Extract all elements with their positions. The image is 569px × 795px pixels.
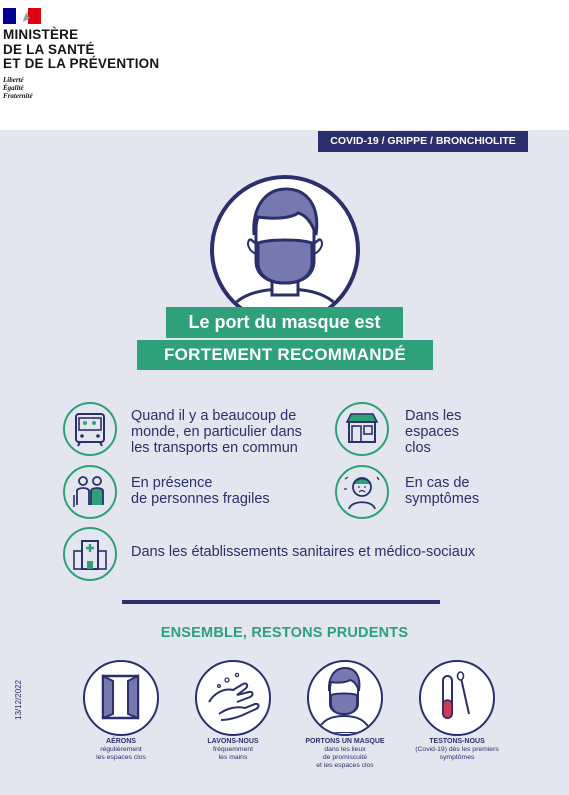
situation-fragile-people-text: En présence de personnes fragiles [131, 475, 270, 507]
marianne-logo-icon [3, 8, 41, 24]
hand-washing-icon [195, 660, 271, 736]
masked-face-icon [307, 660, 383, 736]
headline-line-2: FORTEMENT RECOMMANDÉ [137, 340, 433, 370]
shop-icon [335, 402, 389, 456]
window-icon [83, 660, 159, 736]
sick-person-icon [335, 465, 389, 519]
gesture-test-text: TESTONS-NOUS (Covid-19) dès les premiers symptômes [415, 738, 499, 761]
divider [122, 600, 440, 604]
hospital-icon [63, 527, 117, 581]
gesture-ventilate-text: AÉRONS régulièrement les espaces clos [96, 738, 146, 761]
situation-closed-spaces-text: Dans les espaces clos [405, 408, 462, 456]
header [0, 0, 569, 130]
topic-tag: COVID-19 / GRIPPE / BRONCHIOLITE [318, 131, 528, 152]
gesture-mask-text: PORTONS UN MASQUE dans les lieux de promiscuité et les espaces clos [305, 738, 385, 769]
ministry-name: MINISTÈRE DE LA SANTÉ ET DE LA PRÉVENTION [3, 27, 160, 71]
gesture-handwash-text: LAVONS-NOUS fréquemment les mains [207, 738, 259, 761]
headline-line-1: Le port du masque est [166, 307, 403, 338]
bus-icon [63, 402, 117, 456]
situation-healthcare-text: Dans les établissements sanitaires et médico-sociaux [131, 544, 476, 560]
test-tube-icon [419, 660, 495, 736]
publication-date: 13/12/2022 [14, 679, 23, 720]
masked-face-illustration-icon [210, 175, 360, 325]
situation-transport-text: Quand il y a beaucoup de monde, en particulier dans les transports en commun [131, 408, 302, 456]
situation-symptoms-text: En cas de symptômes [405, 475, 480, 507]
republic-motto: Liberté Égalité Fraternité [3, 76, 33, 100]
together-slogan: ENSEMBLE, RESTONS PRUDENTS [160, 625, 409, 641]
elderly-people-icon [63, 465, 117, 519]
